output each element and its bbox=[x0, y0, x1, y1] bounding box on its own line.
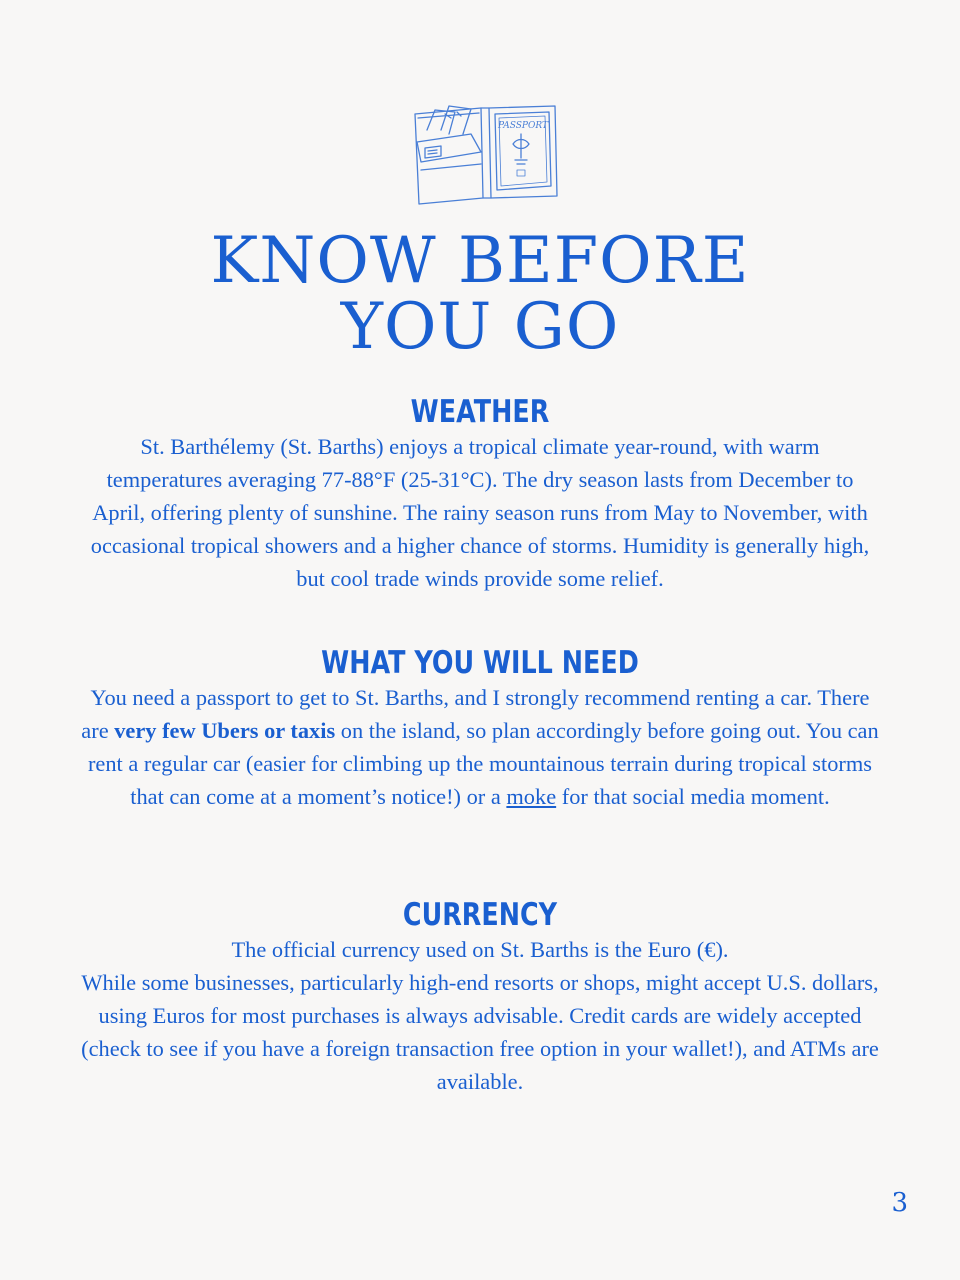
title-line-1: KNOW BEFORE bbox=[210, 224, 750, 298]
need-body-text-2: on the island, so plan accordingly before going out. You can rent a regular car (easier for climbing up the mountainous terrain during tropical storms that can come at a moment’s notice!) or a bbox=[87, 718, 879, 809]
weather-body: St. Barthélemy (St. Barths) enjoys a tropical climate year-round, with warm temperatures averaging 77-88°F (25-31°C). The dry season lasts from December to April, offering plenty of sunshine. The rainy season runs from May to November, with occasional tropical showers and a higher chance of storms. Humidity is generally high, but cool trade winds provide some relief. bbox=[90, 434, 870, 591]
weather-heading: WEATHER bbox=[410, 394, 550, 430]
need-body-text-1: You need a passport to get to St. Barths, and I strongly recommend renting a car. There are bbox=[81, 685, 870, 743]
currency-intro: The official currency used on St. Barths is the Euro (€). bbox=[231, 937, 729, 962]
need-heading: WHAT YOU WILL NEED bbox=[321, 645, 639, 681]
need-body-text-3: for that social media moment. bbox=[556, 784, 830, 809]
currency-heading: CURRENCY bbox=[402, 897, 558, 933]
title-line-2: YOU GO bbox=[340, 290, 620, 364]
what-you-will-need-section bbox=[80, 645, 880, 813]
weather-section bbox=[80, 394, 880, 595]
moke-link[interactable]: moke bbox=[506, 784, 557, 809]
page-number: 3 bbox=[891, 1188, 908, 1218]
currency-section bbox=[80, 897, 880, 1098]
page-title bbox=[0, 224, 960, 364]
passport-wallet-icon bbox=[405, 100, 565, 210]
need-body-bold: very few Ubers or taxis bbox=[114, 718, 336, 743]
currency-body: While some businesses, particularly high-end resorts or shops, might accept U.S. dollars, using Euros for most purchases is always advisable. Credit cards are widely accepted (check to see if you have a foreign transaction free option in your wallet!), and ATMs are available. bbox=[81, 970, 879, 1094]
passport-label: PASSPORT bbox=[498, 121, 548, 131]
need-body bbox=[80, 681, 880, 813]
